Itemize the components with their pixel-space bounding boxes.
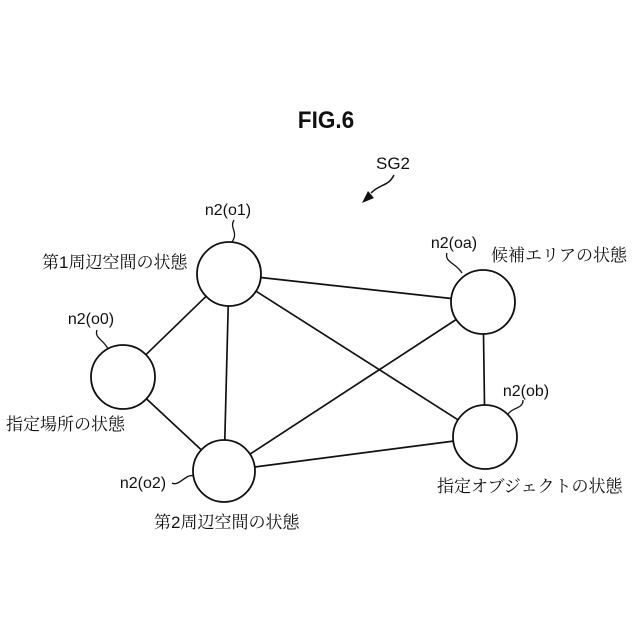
- edge-o0-o2: [146, 399, 201, 450]
- edge-o0-o1: [146, 296, 206, 354]
- node-description-oa: 候補エリアの状態: [491, 246, 627, 265]
- annotation-label-sg2: SG2: [375, 154, 411, 173]
- node-description-o2: 第2周辺空間の状態: [154, 513, 300, 532]
- edge-o2-ob: [255, 441, 454, 467]
- edge-o2-oa: [250, 320, 456, 455]
- leader-line-o1: [232, 220, 235, 242]
- edges-layer: [146, 278, 485, 468]
- node-description-o0: 指定場所の状態: [6, 415, 125, 434]
- figure-title: FIG.6: [297, 106, 355, 134]
- node-description-o1: 第1周辺空間の状態: [42, 253, 188, 272]
- edge-o1-ob: [256, 291, 458, 420]
- node-label-oa: n2(oa): [430, 235, 478, 252]
- node-circle-oa[interactable]: [451, 270, 515, 334]
- node-label-o0: n2(o0): [67, 311, 115, 328]
- edge-o1-oa: [261, 278, 451, 299]
- node-label-o1: n2(o1): [204, 202, 252, 219]
- edge-oa-ob: [484, 334, 485, 405]
- leader-line-ob: [508, 400, 523, 414]
- node-circle-o1[interactable]: [197, 242, 261, 306]
- nodes-layer: [91, 242, 517, 502]
- leader-line-o0: [96, 330, 108, 349]
- node-circle-o0[interactable]: [91, 345, 155, 409]
- leader-line-oa: [447, 253, 462, 273]
- node-description-ob: 指定オブジェクトの状態: [437, 477, 623, 496]
- leader-line-o2: [172, 476, 194, 484]
- annotation-arrow-line: [371, 175, 394, 193]
- node-circle-ob[interactable]: [453, 405, 517, 469]
- node-label-o2: n2(o2): [119, 475, 167, 492]
- node-circle-o2[interactable]: [193, 440, 255, 502]
- edge-o1-o2: [225, 306, 228, 440]
- node-label-ob: n2(ob): [502, 383, 550, 400]
